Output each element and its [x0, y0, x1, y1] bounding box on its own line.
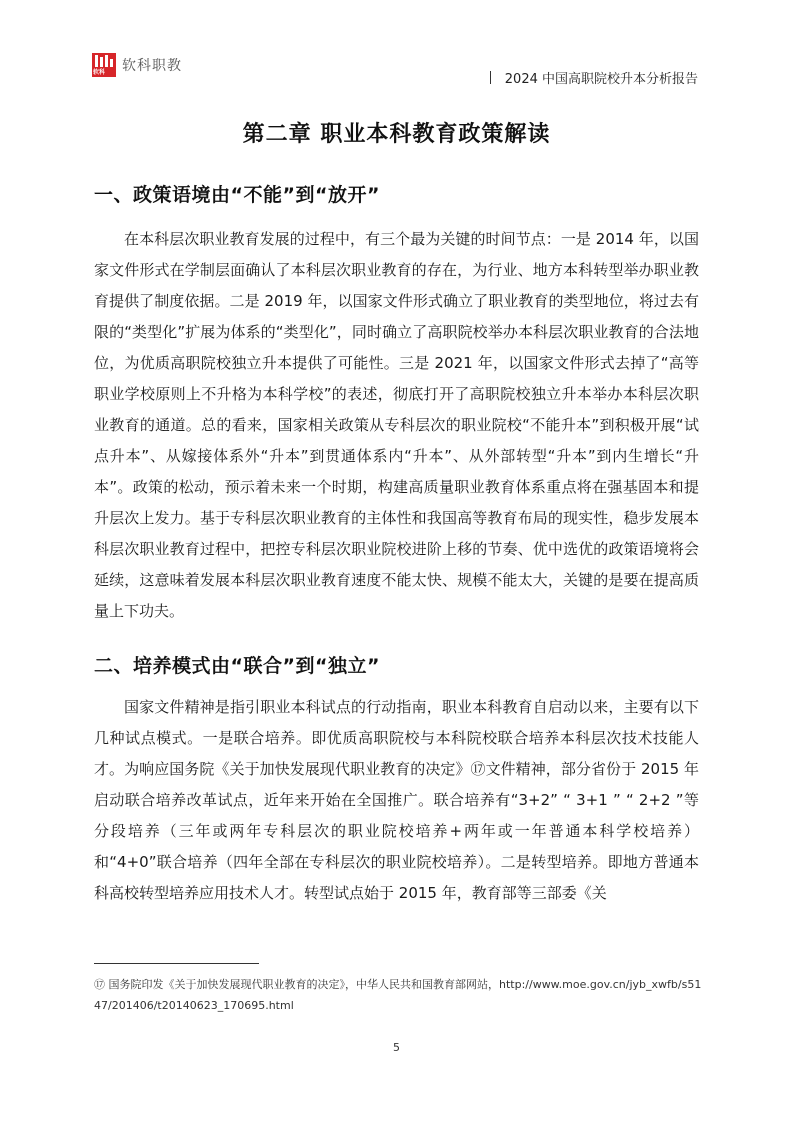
- report-header: [490, 68, 698, 87]
- footnote-divider: [94, 963, 259, 964]
- logo-mark-text: 软科: [93, 69, 106, 76]
- report-title: 2024 中国高职院校升本分析报告: [504, 72, 698, 87]
- footnote: ⑰ 国务院印发《关于加快发展现代职业教育的决定》，中华人民共和国教育部网站，http://www.moe.gov.cn/jyb_xwfb/s5147/201406/t20140623_170695.html: [94, 978, 702, 1012]
- section-title-1: 一、政策语境由“不能”到“放开”: [94, 184, 380, 206]
- page-number: 5: [393, 1041, 400, 1054]
- brand-logo: [92, 53, 182, 77]
- logo-mark-icon: [92, 53, 116, 77]
- section-1-paragraph: 在本科层次职业教育发展的过程中，有三个最为关键的时间节点：一是 2014 年，以国家文件形式在学制层面确认了本科层次职业教育的存在，为行业、地方本科转型举办职业教育提供了制度依据。二是 2019 年，以国家文件形式确立了职业教育的类型地位，将过去有限的“类型化”扩展为体系的“类型化”，同时确立了高职院校举办本科层次职业教育的合法地位，为优质高职院校独立升本提供了可能性。三是 2021 年，以国家文件形式去掉了“高等职业学校原则上不升格为本科学校”的表述，彻底打开了高职院校独立升本举办本科层次职业教育的通道。总的看来，国家相关政策从专科层次的职业院校“不能升本”到积极开展“试点升本”、从嫁接体系外“升本”到贯通体系内“升本”、从外部转型“升本”到内生增长“升本”。政策的松动，预示着未来一个时期，构建高质量职业教育体系重点将在强基固本和提升层次上发力。基于专科层次职业教育的主体性和我国高等教育布局的现实性，稳步发展本科层次职业教育过程中，把控专科层次职业院校进阶上移的节奏、优中选优的政策语境将会延续，这意味着发展本科层次职业教育速度不能太快、规模不能太大，关键的是要在提高质量上下功夫。: [94, 230, 699, 620]
- logo-text: 软科职教: [122, 58, 182, 74]
- section-title-2: 二、培养模式由“联合”到“独立”: [94, 655, 380, 677]
- chapter-title: 第二章 职业本科教育政策解读: [242, 122, 551, 147]
- section-2-paragraph: 国家文件精神是指引职业本科试点的行动指南，职业本科教育自启动以来，主要有以下几种试点模式。一是联合培养。即优质高职院校与本科院校联合培养本科层次技术技能人才。为响应国务院《关于加快发展现代职业教育的决定》⑰文件精神，部分省份于 2015 年启动联合培养改革试点，近年来开始在全国推广。联合培养有“3+2” “ 3+1 ” “ 2+2 ”等分段培养（三年或两年专科层次的职业院校培养+两年或一年普通本科学校培养）和“4+0”联合培养（四年全部在专科层次的职业院校培养）。二是转型培养。即地方普通本科高校转型培养应用技术人才。转型试点始于 2015 年，教育部等三部委《关: [94, 698, 699, 902]
- header-divider: [490, 71, 491, 84]
